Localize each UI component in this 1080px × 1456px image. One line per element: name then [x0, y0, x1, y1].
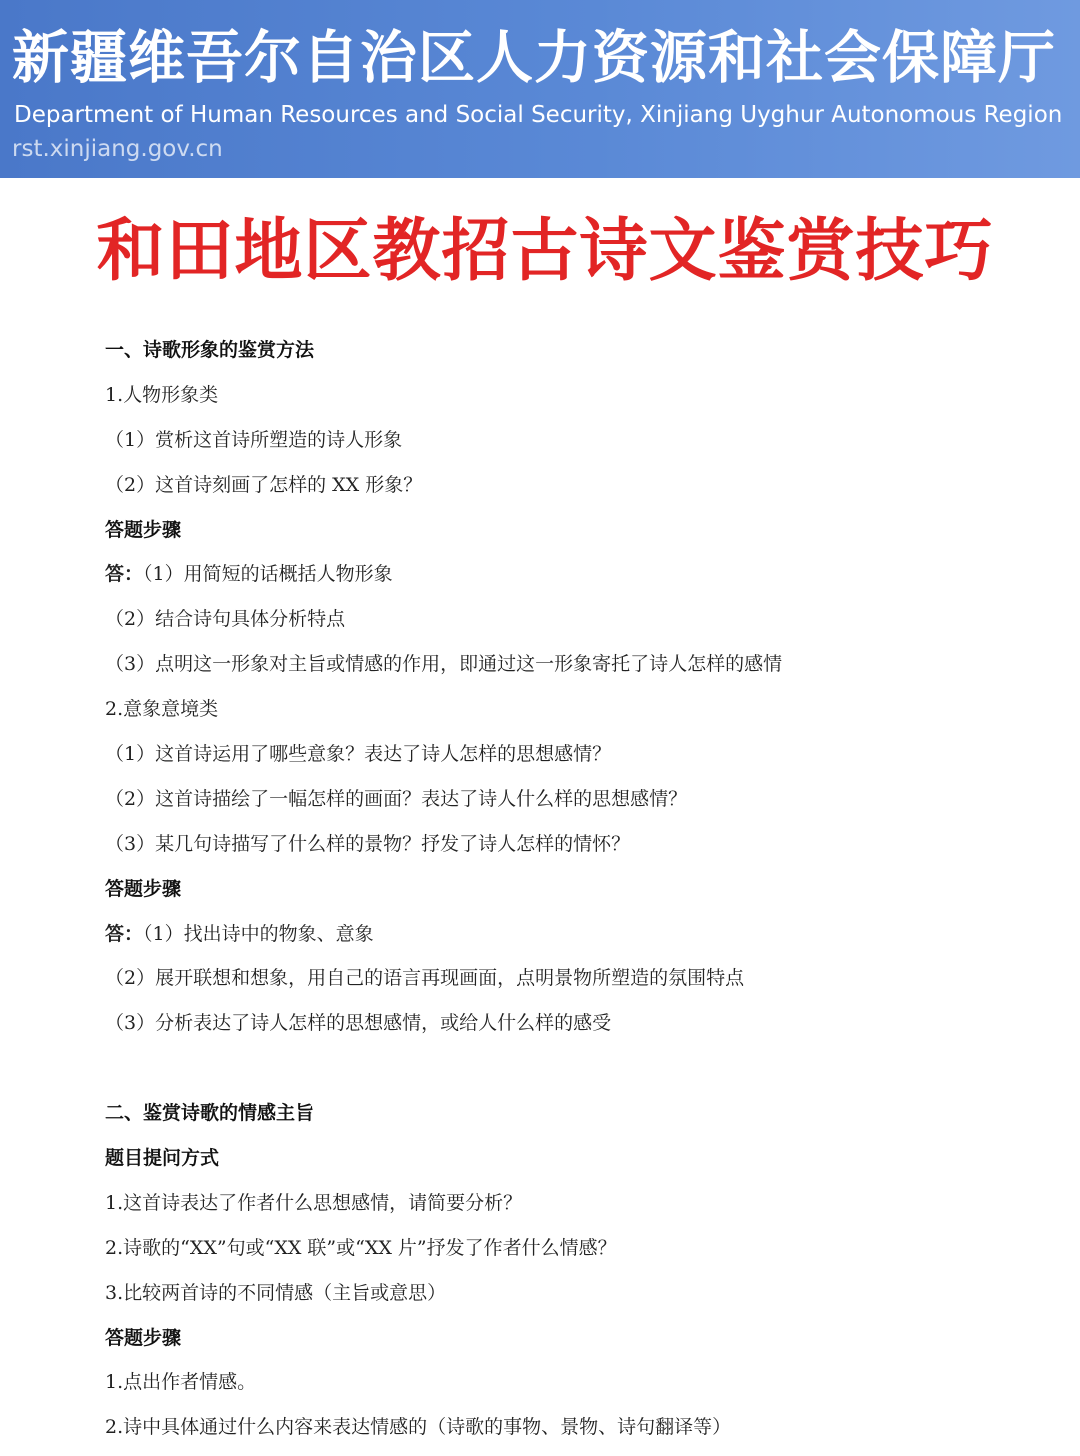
answer-steps-label: 答题步骤 [105, 1326, 182, 1349]
answer-item [105, 558, 1045, 603]
answer-item: 2.诗中具体通过什么内容来表达情感的（诗歌的事物、景物、诗句翻译等） [105, 1416, 732, 1439]
question-item: （3）某几句诗描写了什么样的景物？抒发了诗人怎样的情怀？ [105, 832, 631, 855]
question-item: 3.比较两首诗的不同情感（主旨或意思） [105, 1281, 447, 1304]
answer-item: （2）展开联想和想象，用自己的语言再现画面，点明景物所塑造的氛围特点 [105, 967, 745, 990]
answer-prefix: 答： [105, 922, 144, 945]
section-2-heading: 二、鉴赏诗歌的情感主旨 [105, 1102, 315, 1125]
answer-prefix: 答： [105, 563, 144, 586]
question-item: 1.这首诗表达了作者什么思想感情，请简要分析？ [105, 1191, 523, 1214]
header-banner [0, 0, 1080, 178]
answer-steps-label: 答题步骤 [105, 518, 182, 541]
answer-steps-label: 答题步骤 [105, 877, 182, 900]
question-item: （1）赏析这首诗所塑造的诗人形象 [105, 428, 403, 451]
question-item: （2）这首诗刻画了怎样的 XX 形象？ [105, 473, 423, 496]
subsection-character-image: 1.人物形象类 [105, 383, 219, 406]
answer-item: （3）点明这一形象对主旨或情感的作用，即通过这一形象寄托了诗人怎样的感情 [105, 653, 783, 676]
answer-text: （1）找出诗中的物象、意象 [143, 922, 374, 945]
agency-name-english: Department of Human Resources and Social Security, Xinjiang Uyghur Autonomous Region [14, 102, 1063, 128]
agency-name-chinese: 新疆维吾尔自治区人力资源和社会保障厅 [12, 25, 1056, 91]
document-body [105, 334, 1045, 1456]
question-item: （1）这首诗运用了哪些意象？表达了诗人怎样的思想感情？ [105, 743, 612, 766]
answer-item: （2）结合诗句具体分析特点 [105, 608, 346, 631]
answer-item [105, 918, 1045, 963]
agency-website: rst.xinjiang.gov.cn [12, 136, 223, 162]
subsection-imagery: 2.意象意境类 [105, 698, 219, 721]
section-1-heading: 一、诗歌形象的鉴赏方法 [105, 339, 315, 361]
spacer [105, 1052, 1045, 1097]
answer-item: （3）分析表达了诗人怎样的思想感情，或给人什么样的感受 [105, 1012, 612, 1035]
document-title: 和田地区教招古诗文鉴赏技巧 [96, 211, 994, 291]
answer-text: （1）用简短的话概括人物形象 [143, 563, 393, 586]
question-item: （2）这首诗描绘了一幅怎样的画面？表达了诗人什么样的思想感情？ [105, 787, 688, 810]
answer-item: 1.点出作者情感。 [105, 1371, 257, 1394]
question-format-label: 题目提问方式 [105, 1147, 220, 1170]
question-item: 2.诗歌的“XX”句或“XX 联”或“XX 片”抒发了作者什么情感？ [105, 1236, 617, 1259]
